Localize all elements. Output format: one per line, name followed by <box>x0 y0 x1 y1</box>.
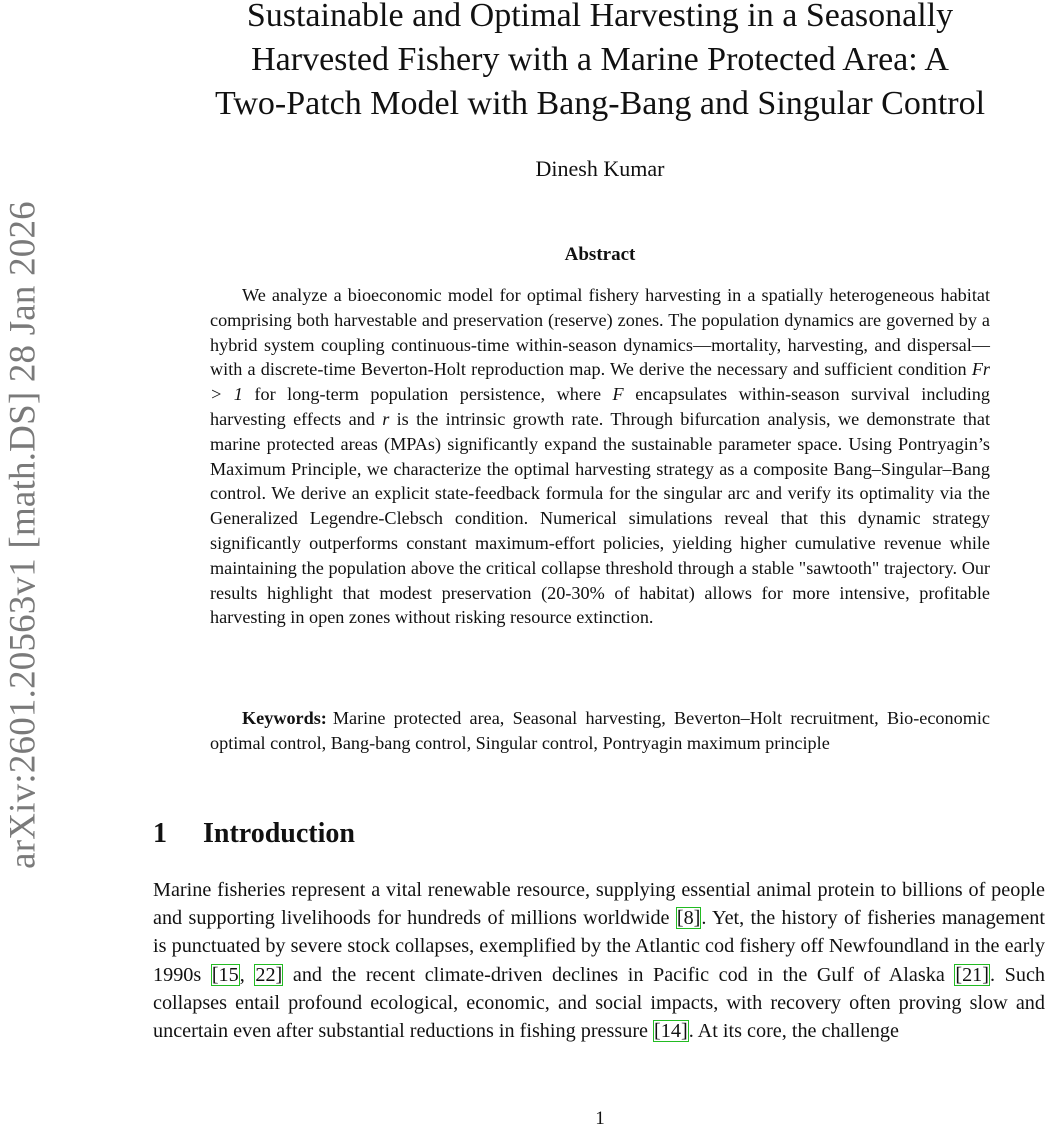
citation-link-8[interactable]: [8] <box>676 907 701 930</box>
math-variable-r: r <box>382 408 390 429</box>
abstract-text-part-3: encapsulates within-season survival including harvesting effects and <box>210 384 990 429</box>
abstract-text-part-2: for long-term population persistence, where <box>242 384 613 405</box>
arxiv-identifier: arXiv:2601.20563v1 [math.DS] 28 Jan 2026 <box>2 201 44 869</box>
keywords-paragraph <box>210 706 990 756</box>
citation-link-22[interactable]: 22] <box>255 963 283 986</box>
title-line-2: Harvested Fishery with a Marine Protected Area: A <box>251 41 949 78</box>
math-variable-f: F <box>612 384 624 405</box>
section-heading-introduction <box>153 818 1043 850</box>
keywords-list: Marine protected area, Seasonal harvesting, Beverton–Holt recruitment, Bio-economic optimal control, Bang-bang control, Singular control, Pontryagin maximum principle <box>210 708 990 753</box>
intro-text-3: and the recent climate-driven declines in Pacific cod in the Gulf of Alaska <box>283 963 955 986</box>
citation-separator: , <box>239 963 255 986</box>
author-name: Dinesh Kumar <box>535 156 665 181</box>
section-number: 1 <box>153 818 167 849</box>
section-title: Introduction <box>203 818 355 849</box>
abstract-text-part-4: is the intrinsic growth rate. Through bifurcation analysis, we demonstrate that marine protected areas (MPAs) significantly expand the sustainable parameter space. Using Pontryagin’s Maximum Principle, we characterize the optimal harvesting strategy as a composite Bang–Singular–Bang control. We derive an explicit state-feedback formula for the singular arc and verify its optimality via the Generalized Legendre-Clebsch condition. Numerical simulations reveal that this dynamic strategy significantly outperforms constant maximum-effort policies, yielding higher cumulative revenue while maintaining the population above the critical collapse threshold through a stable "sawtooth" trajectory. Our results highlight that modest preservation (20-30% of habitat) allows for more intensive, profitable harvesting in open zones without risking resource extinction. <box>210 408 991 628</box>
abstract-text <box>210 283 990 630</box>
citation-link-21[interactable]: [21] <box>955 963 989 986</box>
citation-link-15[interactable]: [15 <box>211 963 239 986</box>
title-line-3: Two-Patch Model with Bang-Bang and Singular Control <box>214 85 986 122</box>
abstract-heading: Abstract <box>564 244 636 265</box>
abstract-text-part-1: We analyze a bioeconomic model for optimal fishery harvesting in a spatially heterogeneous habitat comprising both harvestable and preservation (reserve) zones. The population dynamics are governed by a hybrid system coupling continuous-time within-season dynamics—mortality, harvesting, and dispersal—with a discrete-time Beverton-Holt reproduction map. We derive the necessary and sufficient condition <box>210 285 990 380</box>
paper-title <box>150 0 1046 126</box>
intro-text-2: . Yet, the history of fisheries management is punctuated by severe stock collapses, exemplified by the Atlantic cod fishery off Newfoundland in the early 1990s <box>153 907 1045 986</box>
keywords-label: Keywords: <box>242 708 327 728</box>
introduction-paragraph <box>153 876 1045 1045</box>
title-line-1: Sustainable and Optimal Harvesting in a Seasonally <box>246 0 954 34</box>
page-number: 1 <box>595 1108 605 1129</box>
math-persistence-condition: Fr > 1 <box>210 359 990 405</box>
intro-text-4: . Such collapses entail profound ecological, economic, and social impacts, with recovery often proving slow and uncertain even after substantial reductions in fishing pressure <box>153 963 1045 1043</box>
intro-text-5: . At its core, the challenge <box>688 1020 899 1043</box>
arxiv-sidebar <box>2 150 44 920</box>
intro-text-1: Marine fisheries represent a vital renewable resource, supplying essential animal protein to billions of people and supporting livelihoods for hundreds of millions worldwide <box>153 879 1045 930</box>
citation-link-14[interactable]: [14] <box>654 1020 688 1043</box>
